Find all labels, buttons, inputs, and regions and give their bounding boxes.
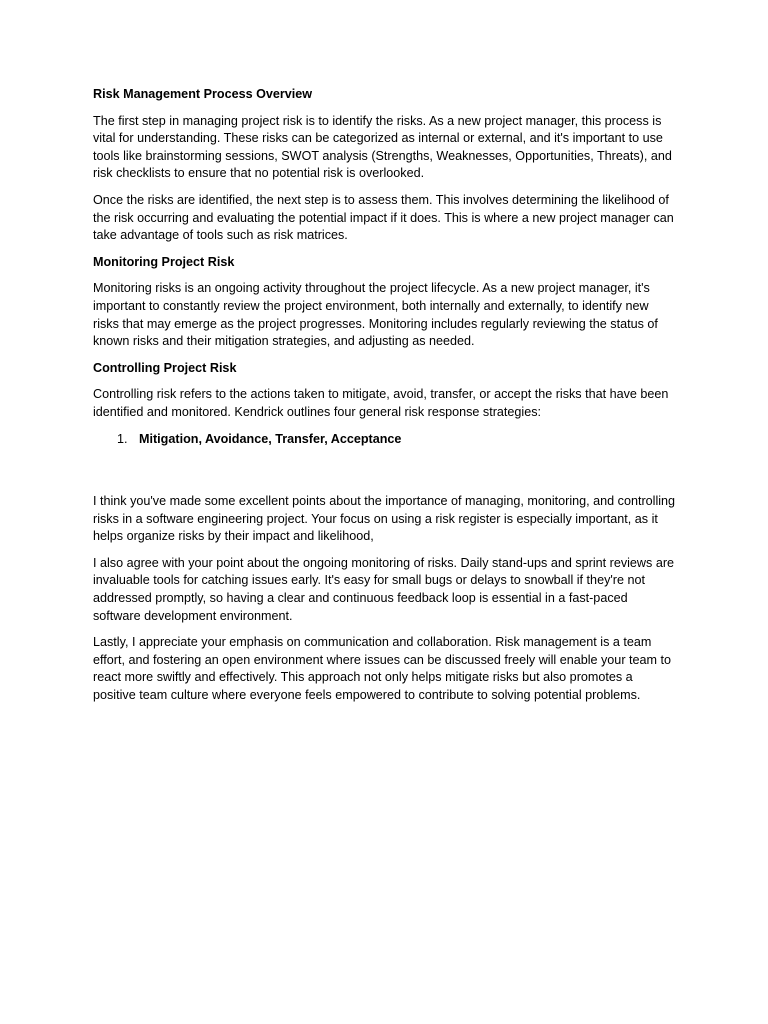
heading-controlling-project-risk: Controlling Project Risk	[93, 360, 237, 375]
heading-monitoring-project-risk: Monitoring Project Risk	[93, 254, 235, 269]
heading-risk-management-overview: Risk Management Process Overview	[93, 87, 313, 101]
blank-spacer	[93, 457, 677, 493]
list-item-number: 1.	[117, 431, 128, 446]
paragraph-identify-risks: The first step in managing project risk is to identify the risks. As a new project manager, this process is vital for understanding. These risks can be categorized as internal or external, and it's important to use tools like brainstorming sessions, SWOT analysis (Strengths, Weaknesses, Opportunities, Threats), and risk checklists to ensure that no potential risk is overlooked.	[93, 113, 672, 181]
paragraph-controlling-risks: Controlling risk refers to the actions taken to mitigate, avoid, transfer, or accept the risks that have been identified and monitored. Kendrick outlines four general risk response strategies:	[93, 387, 669, 419]
paragraph-response-monitoring: I also agree with your point about the ongoing monitoring of risks. Daily stand-ups and sprint reviews are invaluable tools for catching issues early. It's easy for small bugs or delays to snowball if they're not addressed promptly, so having a clear and continuous feedback loop is essential in a fast-paced software development environment.	[93, 555, 675, 623]
paragraph-response-communication: Lastly, I appreciate your emphasis on communication and collaboration. Risk management is a team effort, and fostering an open environment where issues can be discussed freely will enable your team to react more swiftly and effectively. This approach not only helps mitigate risks but also promotes a positive team culture where everyone feels empowered to contribute to solving potential problems.	[93, 635, 672, 703]
list-item	[117, 431, 677, 449]
paragraph-assess-risks: Once the risks are identified, the next step is to assess them. This involves determining the likelihood of the risk occurring and evaluating the potential impact if it does. This is where a new project manager can take advantage of tools such as risk matrices.	[93, 192, 674, 243]
paragraph-monitoring-risks: Monitoring risks is an ongoing activity throughout the project lifecycle. As a new project manager, it's important to constantly review the project environment, both internally and externally, to identify new risks that may emerge as the project progresses. Monitoring includes regularly reviewing the status of known risks and their mitigation strategies, and adjusting as needed.	[93, 281, 658, 349]
list-item-text: Mitigation, Avoidance, Transfer, Acceptance	[139, 431, 402, 446]
risk-strategies-list	[93, 431, 677, 449]
document-page	[93, 86, 677, 714]
paragraph-response-risk-register: I think you've made some excellent points about the importance of managing, monitoring, and controlling risks in a software engineering project. Your focus on using a risk register is especially important, as it helps organize risks by their impact and likelihood,	[93, 494, 676, 544]
